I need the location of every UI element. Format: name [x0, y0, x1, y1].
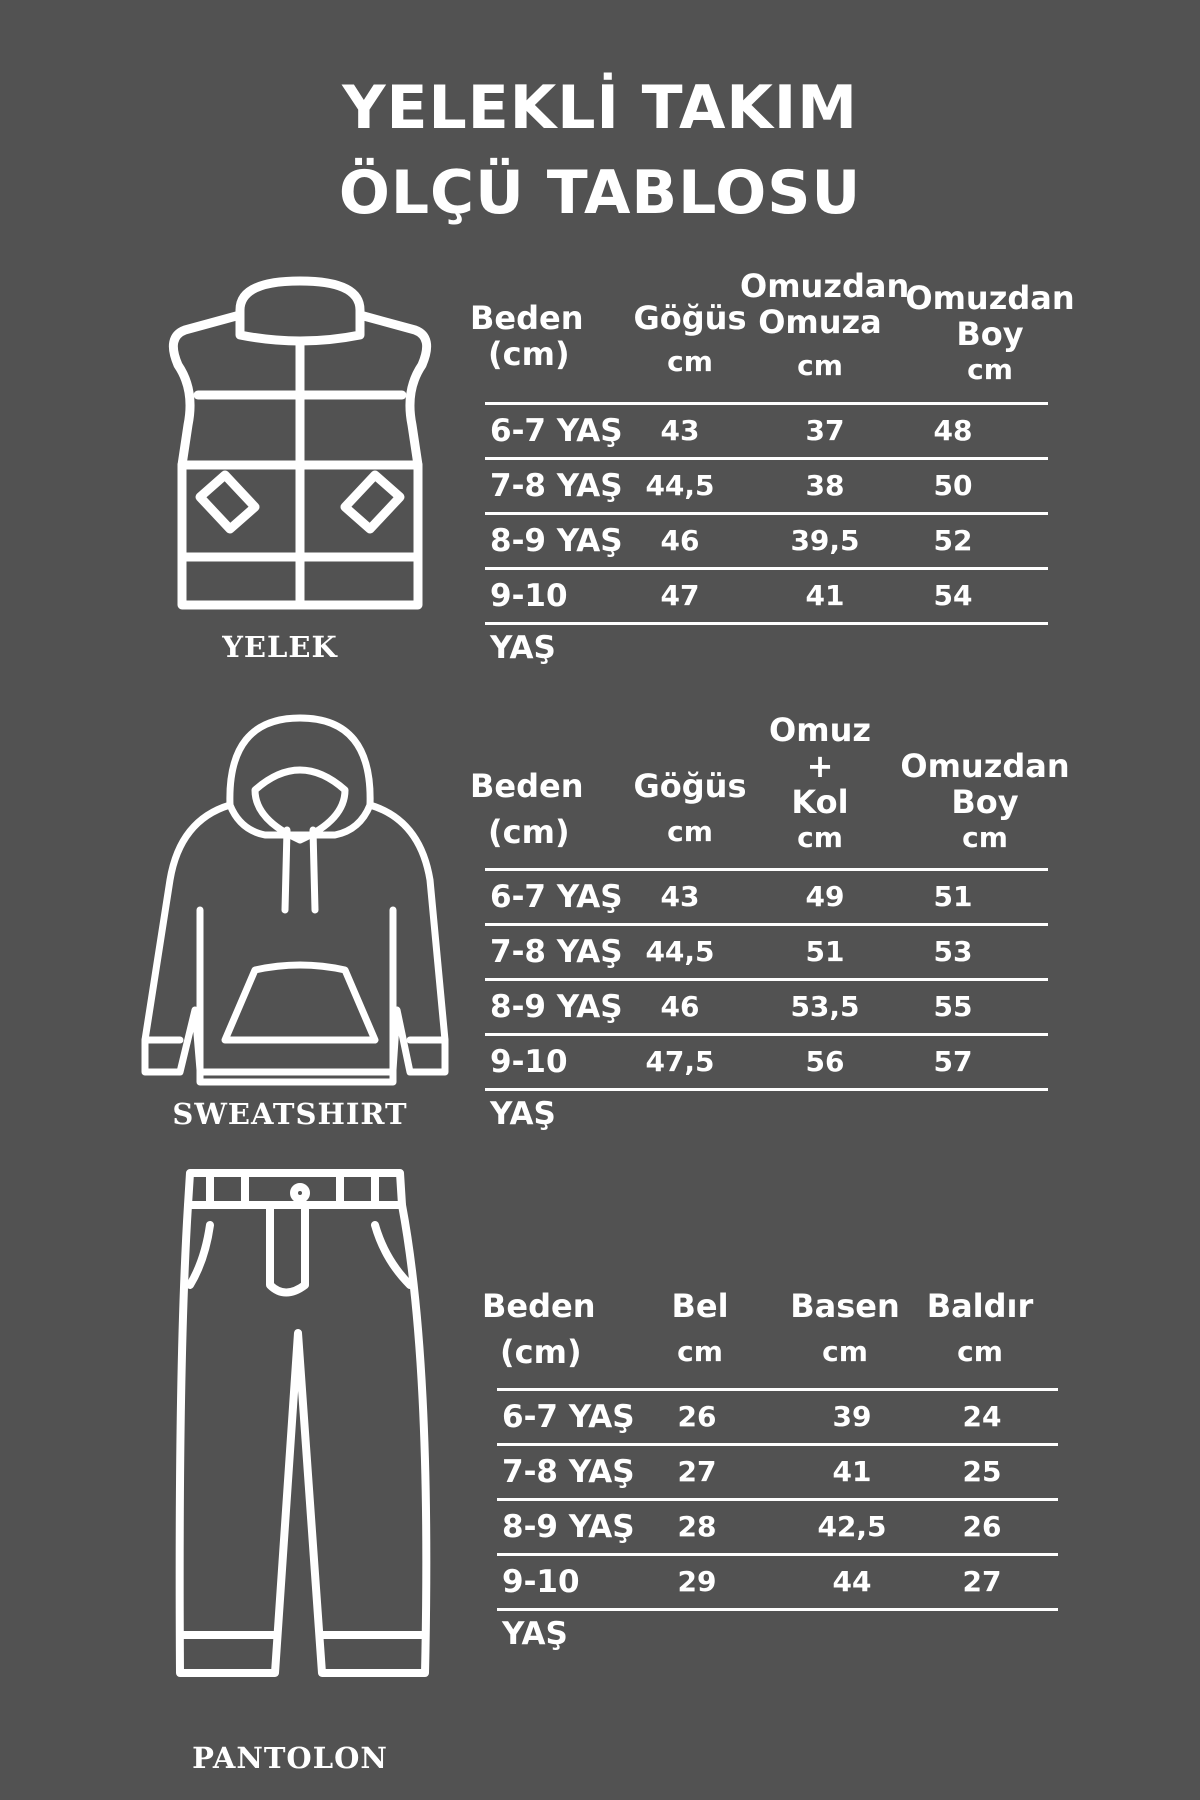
value-cell: 53,5 — [790, 990, 860, 1023]
page-title-line-2: ÖLÇÜ TABLOSU — [338, 158, 862, 228]
header-beden: Beden (cm) — [482, 1287, 596, 1371]
value-cell: 29 — [677, 1565, 717, 1598]
value-cell: 46 — [660, 524, 700, 557]
header-omuzdan-boy: Omuzdan Boy cm — [905, 279, 1075, 386]
table-row — [485, 926, 1048, 981]
value-cell: 26 — [677, 1400, 717, 1433]
header-beden: Beden (cm) — [470, 299, 584, 373]
hoodie-icon — [135, 710, 455, 1090]
value-cell: 41 — [805, 579, 845, 612]
value-cell: 47,5 — [645, 1045, 715, 1078]
header-basen: Basen cm — [790, 1287, 900, 1368]
value-cell: 51 — [805, 935, 845, 968]
value-cell: 44,5 — [645, 935, 715, 968]
table-rows — [485, 402, 1048, 666]
header-omuzdan-omuza: Omuzdan Omuza cm — [740, 267, 910, 382]
header-beden: Beden (cm) — [470, 767, 584, 851]
value-cell: 38 — [805, 469, 845, 502]
size-cell: 9-10 YAŞ — [490, 578, 568, 666]
header-gogus: Göğüs cm — [633, 299, 747, 378]
table-row — [485, 405, 1048, 460]
sweatshirt-label: SWEATSHIRT — [172, 1097, 408, 1131]
page-title-line-1: YELEKLİ TAKIM — [342, 73, 858, 143]
table-row — [485, 1036, 1048, 1132]
value-cell: 44,5 — [645, 469, 715, 502]
table-row — [497, 1556, 1058, 1652]
value-cell: 41 — [832, 1455, 872, 1488]
header-baldir: Baldır cm — [926, 1287, 1034, 1368]
value-cell: 51 — [933, 880, 973, 913]
header-bel: Bel cm — [671, 1287, 729, 1368]
table-row — [497, 1446, 1058, 1501]
value-cell: 57 — [933, 1045, 973, 1078]
value-cell: 44 — [832, 1565, 872, 1598]
table-row — [497, 1501, 1058, 1556]
value-cell: 53 — [933, 935, 973, 968]
value-cell: 24 — [962, 1400, 1002, 1433]
value-cell: 46 — [660, 990, 700, 1023]
header-omuzdan-boy: Omuzdan Boy cm — [900, 747, 1070, 854]
value-cell: 50 — [933, 469, 973, 502]
size-cell: 9-10 YAŞ — [490, 1044, 568, 1132]
value-cell: 42,5 — [817, 1510, 887, 1543]
value-cell: 27 — [677, 1455, 717, 1488]
table-row — [497, 1391, 1058, 1446]
pants-label: PANTOLON — [192, 1741, 388, 1775]
value-cell: 56 — [805, 1045, 845, 1078]
table-row — [485, 515, 1048, 570]
value-cell: 37 — [805, 414, 845, 447]
size-cell: 7-8 YAŞ — [490, 468, 623, 504]
value-cell: 39,5 — [790, 524, 860, 557]
header-omuz-kol: Omuz + Kol cm — [769, 711, 871, 854]
value-cell: 43 — [660, 414, 700, 447]
table-rows — [497, 1388, 1058, 1652]
size-cell: 6-7 YAŞ — [490, 879, 623, 915]
value-cell: 55 — [933, 990, 973, 1023]
table-rows — [485, 868, 1048, 1132]
value-cell: 39 — [832, 1400, 872, 1433]
pants-icon — [170, 1165, 440, 1685]
size-cell: 8-9 YAŞ — [502, 1509, 635, 1545]
size-cell: 7-8 YAŞ — [502, 1454, 635, 1490]
value-cell: 26 — [962, 1510, 1002, 1543]
header-gogus: Göğüs cm — [633, 767, 747, 848]
size-cell: 9-10 YAŞ — [502, 1564, 580, 1652]
table-row — [485, 460, 1048, 515]
value-cell: 52 — [933, 524, 973, 557]
size-cell: 6-7 YAŞ — [502, 1399, 635, 1435]
value-cell: 27 — [962, 1565, 1002, 1598]
value-cell: 54 — [933, 579, 973, 612]
table-row — [485, 570, 1048, 666]
value-cell: 48 — [933, 414, 973, 447]
value-cell: 49 — [805, 880, 845, 913]
size-cell: 8-9 YAŞ — [490, 989, 623, 1025]
value-cell: 28 — [677, 1510, 717, 1543]
vest-icon — [160, 275, 440, 615]
vest-label: YELEK — [222, 630, 338, 664]
size-cell: 7-8 YAŞ — [490, 934, 623, 970]
size-cell: 8-9 YAŞ — [490, 523, 623, 559]
table-row — [485, 871, 1048, 926]
value-cell: 43 — [660, 880, 700, 913]
size-cell: 6-7 YAŞ — [490, 413, 623, 449]
value-cell: 47 — [660, 579, 700, 612]
value-cell: 25 — [962, 1455, 1002, 1488]
table-row — [485, 981, 1048, 1036]
